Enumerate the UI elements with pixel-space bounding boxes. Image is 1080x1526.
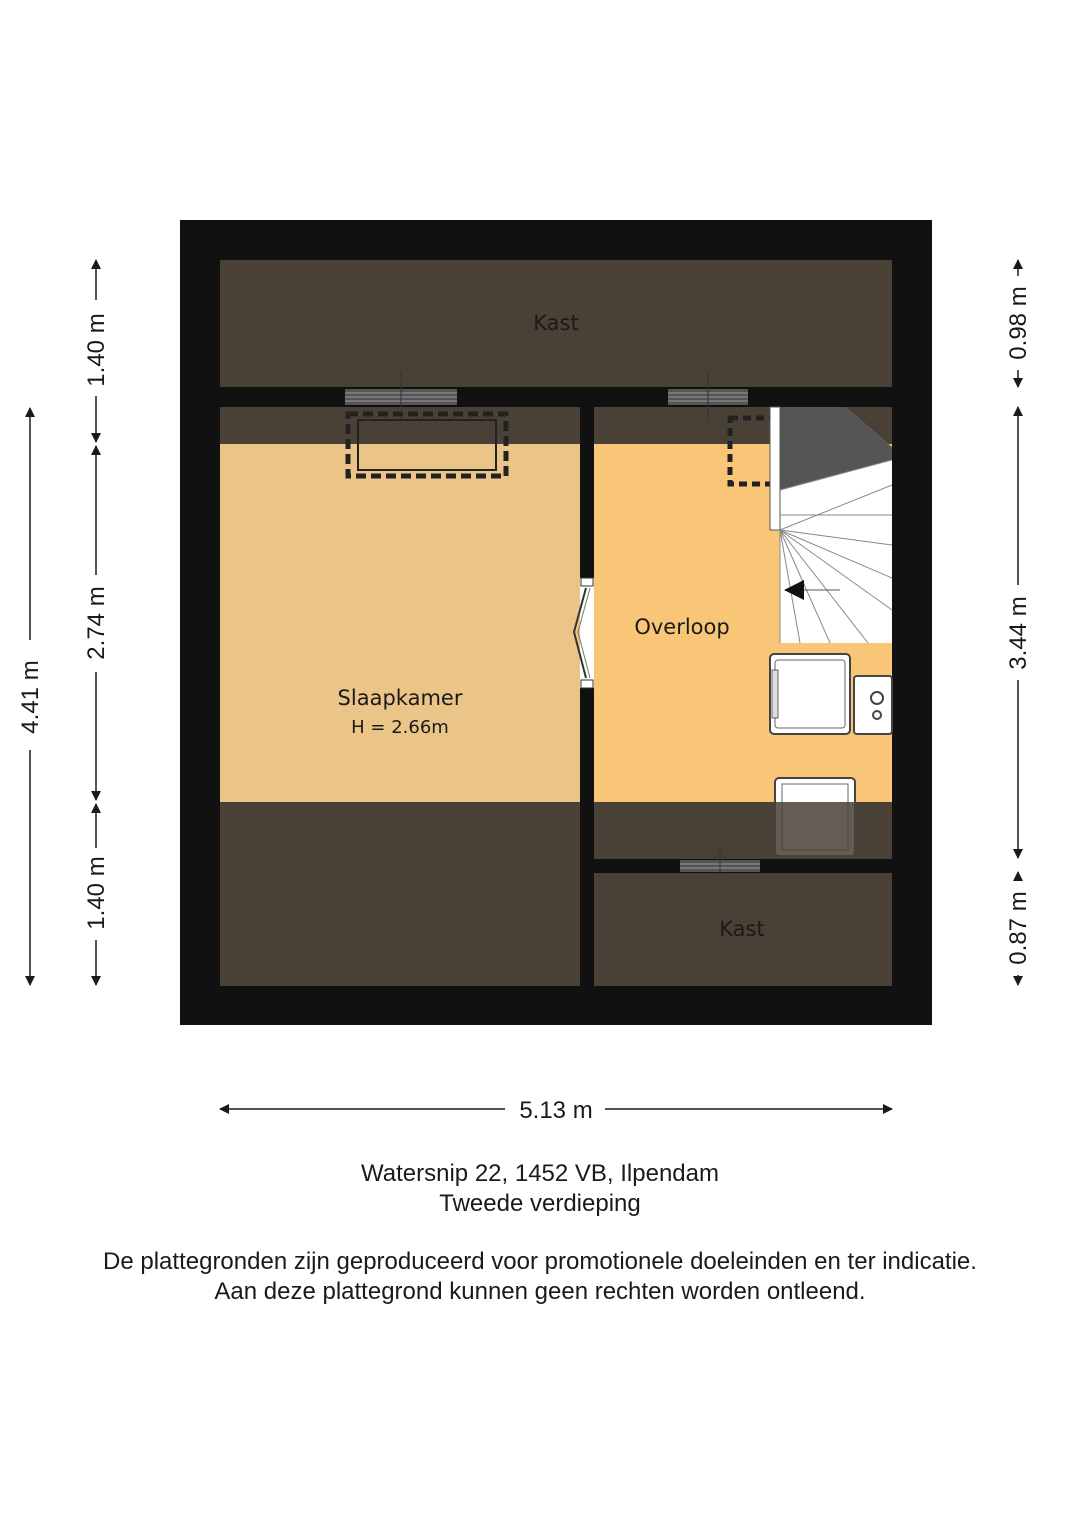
label-slaapkamer-height: H = 2.66m xyxy=(351,717,449,738)
svg-text:4.41 m: 4.41 m xyxy=(17,660,44,734)
staircase xyxy=(770,407,892,643)
washing-machine xyxy=(770,654,850,734)
label-slaapkamer: Slaapkamer xyxy=(337,686,463,710)
slaapkamer-low-bottom xyxy=(220,802,580,986)
address: Watersnip 22, 1452 VB, Ilpendam xyxy=(361,1160,719,1187)
label-kast-top: Kast xyxy=(533,311,579,335)
label-kast-bottom: Kast xyxy=(719,917,765,941)
wall-vertical-middle xyxy=(580,407,594,986)
svg-text:1.40 m: 1.40 m xyxy=(83,856,110,930)
svg-text:3.44 m: 3.44 m xyxy=(1005,596,1032,670)
dim-right-top xyxy=(1005,260,1032,387)
svg-text:2.74 m: 2.74 m xyxy=(83,586,110,660)
dim-left-bottom xyxy=(83,804,110,985)
svg-text:5.13 m: 5.13 m xyxy=(519,1097,593,1124)
svg-text:0.87 m: 0.87 m xyxy=(1005,891,1032,965)
dim-left-total xyxy=(17,408,44,985)
dryer xyxy=(775,778,855,856)
slaapkamer-floor xyxy=(220,444,580,802)
cv-boiler xyxy=(854,676,892,734)
svg-text:0.98 m: 0.98 m xyxy=(1005,286,1032,360)
disclaimer-line-1: De plattegronden zijn geproduceerd voor promotionele doeleinden en ter indicatie. xyxy=(103,1248,977,1275)
svg-text:1.40 m: 1.40 m xyxy=(83,313,110,387)
dim-bottom-width xyxy=(220,1097,892,1124)
dim-right-bottom xyxy=(1005,872,1032,985)
dim-right-middle xyxy=(1005,407,1032,858)
dim-left-middle xyxy=(83,446,110,800)
label-overloop: Overloop xyxy=(634,615,730,639)
disclaimer-line-2: Aan deze plattegrond kunnen geen rechten worden ontleend. xyxy=(214,1278,866,1305)
floor-name: Tweede verdieping xyxy=(439,1190,641,1217)
dim-left-top xyxy=(83,260,110,442)
wall-horizontal-top xyxy=(220,387,892,407)
